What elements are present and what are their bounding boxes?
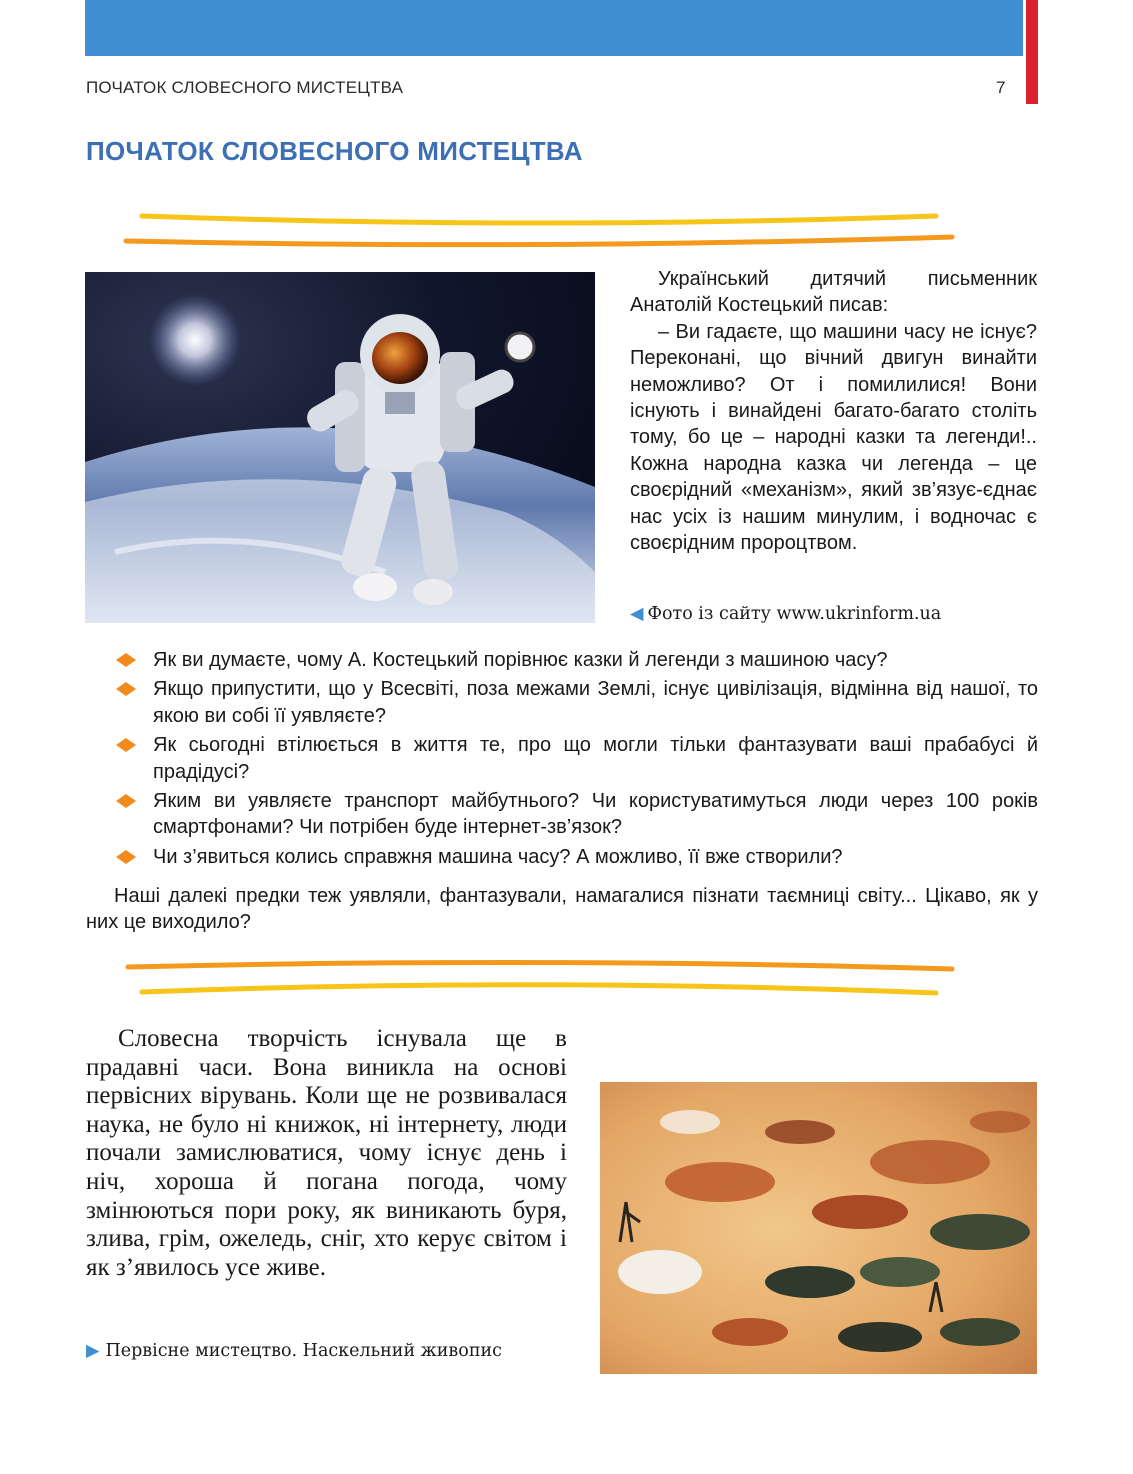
orange-diamond-icon	[116, 850, 136, 864]
intro-paragraph-2: – Ви гадаєте, що машини часу не існує? Переконані, що вічний двигун винайти неможливо? От і помилилися! Вони існують і винайдені багато-багато століть тому, бо це – народні казки та легенди!.. Кожна народна казка чи легенда – це своєрідний «механізм», який зв’язує-єднає нас усіх із нашим минулим, і водночас є своєрідним пророцтвом.	[630, 320, 1037, 555]
decorative-swoosh-bottom	[0, 955, 1133, 1015]
intro-quote	[630, 266, 1037, 556]
intro-paragraph-1: Український дитячий письменник Анатолій Костецький писав:	[630, 268, 1037, 317]
orange-diamond-icon	[116, 738, 136, 752]
list-item	[112, 844, 1038, 870]
cave-painting-image	[600, 1082, 1037, 1374]
decorative-swoosh-top	[0, 208, 1133, 268]
page-edge-tab	[1026, 0, 1038, 104]
astronaut-photo	[85, 272, 595, 623]
question-text: Якщо припустити, що у Всесвіті, поза межами Землі, існує цивілізація, відмінна від нашої, то якою ви собі її уявляєте?	[153, 678, 1038, 727]
blue-triangle-left-icon: ◀	[630, 604, 644, 624]
orange-diamond-icon	[116, 794, 136, 808]
question-text: Як сьогодні втілюється в життя те, про що могли тільки фантазувати ваші прабабусі й прадідусі?	[153, 734, 1038, 783]
orange-diamond-icon	[116, 653, 136, 667]
blue-triangle-right-icon: ▶	[86, 1341, 100, 1361]
list-item	[112, 788, 1038, 841]
question-text: Як ви думаєте, чому А. Костецький порівнює казки й легенди з машиною часу?	[153, 649, 888, 671]
list-item	[112, 676, 1038, 729]
orange-diamond-icon	[116, 682, 136, 696]
page-number: 7	[996, 78, 1006, 97]
list-item	[112, 732, 1038, 785]
outro-paragraph: Наші далекі предки теж уявляли, фантазували, намагалися пізнати таємниці світу... Цікаво, як у них це виходило?	[86, 885, 1038, 934]
question-text: Чи з’явиться колись справжня машина часу? А можливо, її вже створили?	[153, 845, 843, 868]
photo-caption	[630, 604, 941, 624]
cave-painting-caption-text: Первісне мистецтво. Наскельний живопис	[105, 1341, 502, 1361]
question-text: Яким ви уявляєте транспорт майбутнього? Чи користуватимуться люди через 100 років смартфонами? Чи потрібен буде інтернет-зв’язок?	[153, 790, 1038, 839]
photo-caption-text: Фото із сайту www.ukrinform.ua	[647, 604, 942, 624]
cave-painting-caption	[86, 1341, 502, 1361]
section-paragraph: Словесна творчість існувала ще в прадавні часи. Вона виникла на основі первісних вірувань. Коли ще не розвивалася наука, не було ні книжок, ні інтернету, люди почали замислюватися, чому існує день і ніч, хороша й погана погода, чому змінюються пори року, як виникають буря, злива, грім, ожеледь, сніг, хто керує світом і як з’явилось усе живе.	[86, 1025, 567, 1281]
question-list	[112, 647, 1038, 873]
chapter-title: ПОЧАТОК СЛОВЕСНОГО МИСТЕЦТВА	[86, 136, 583, 166]
list-item	[112, 647, 1038, 673]
header-color-band	[85, 0, 1023, 56]
running-head: ПОЧАТОК СЛОВЕСНОГО МИСТЕЦТВА	[86, 78, 404, 97]
